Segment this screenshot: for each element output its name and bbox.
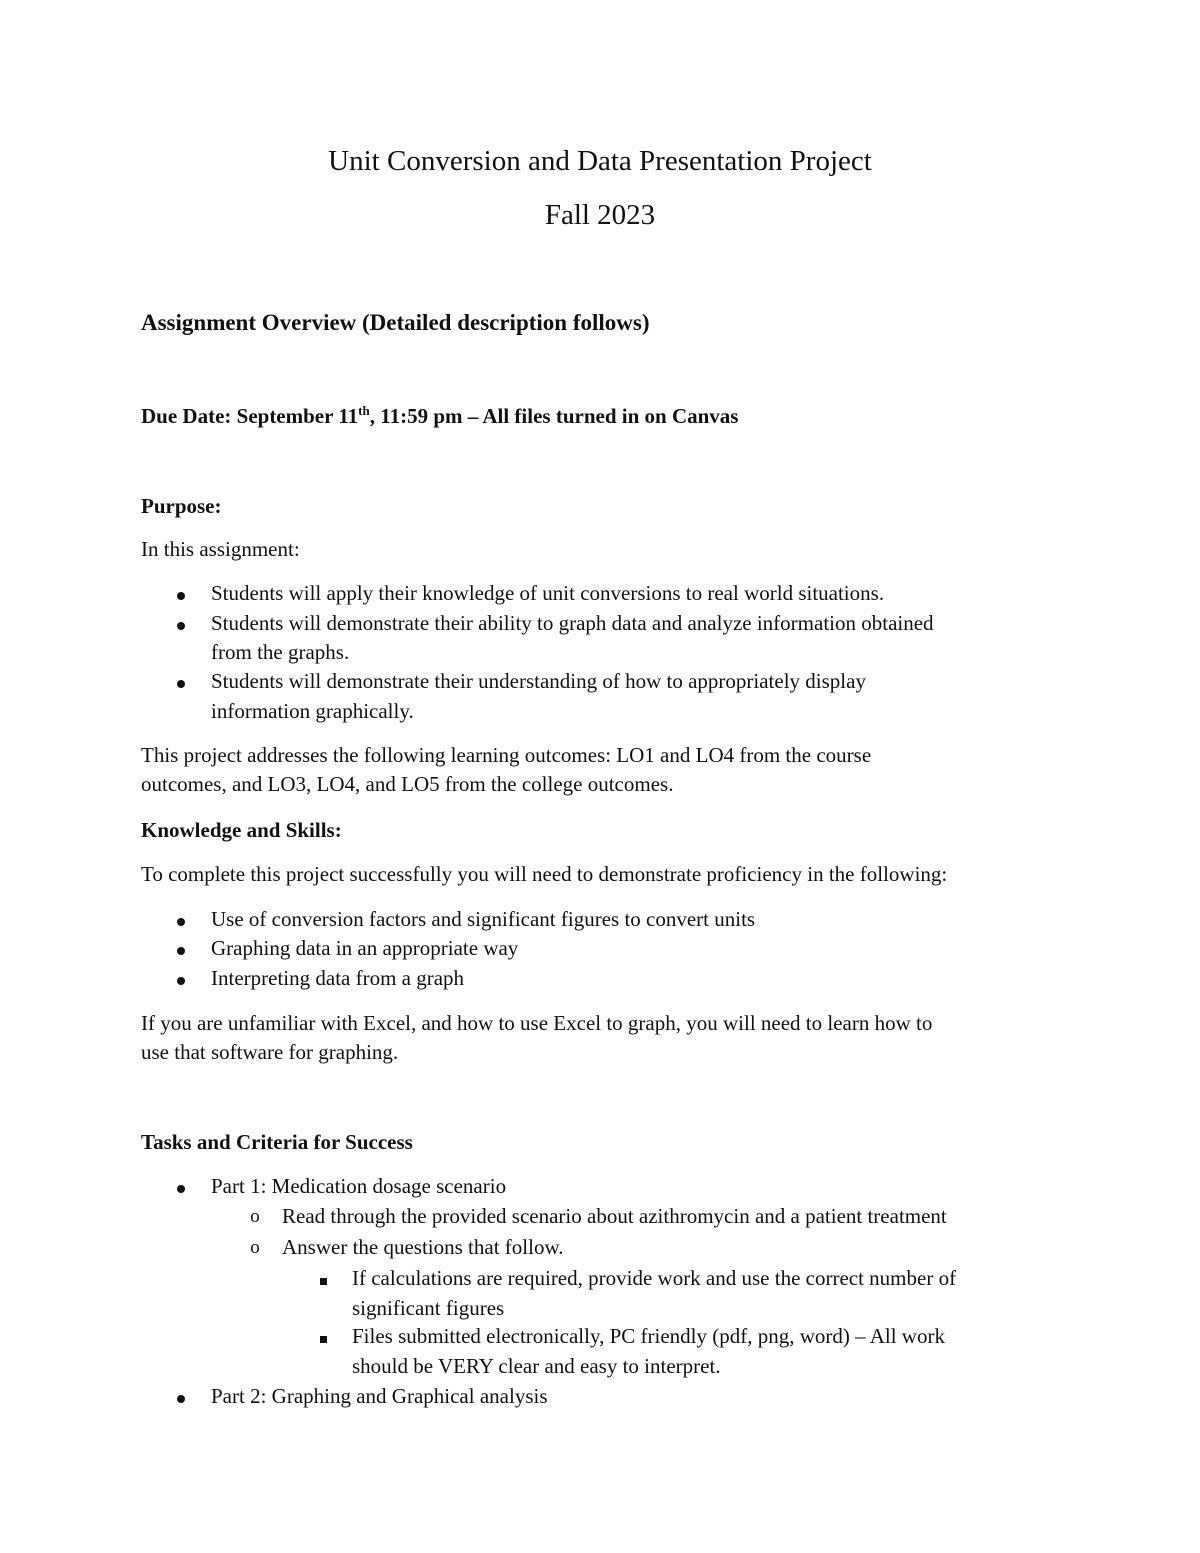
bullet-disc-icon: [166, 964, 196, 994]
overview-heading: Assignment Overview (Detailed description follows): [141, 310, 650, 335]
knowledge-heading: Knowledge and Skills:: [141, 818, 342, 842]
task-part-1-sub-1-text: Read through the provided scenario about azithromycin and a patient treatment: [282, 1204, 947, 1228]
outcomes-line-2: outcomes, and LO3, LO4, and LO5 from the college outcomes.: [141, 772, 674, 796]
task-part-1-sub-2-text: Answer the questions that follow.: [282, 1235, 564, 1259]
task-part-1-subsub-2-cont: should be VERY clear and easy to interpret.: [352, 1354, 721, 1378]
purpose-bullet-2-cont: from the graphs.: [211, 640, 350, 664]
outcomes-line-1: This project addresses the following learning outcomes: LO1 and LO4 from the course: [141, 743, 872, 767]
knowledge-bullet-1-text: Use of conversion factors and significant figures to convert units: [211, 907, 756, 931]
purpose-bullet-1-text: Students will apply their knowledge of unit conversions to real world situations.: [211, 581, 885, 605]
due-date-prefix: Due Date: September 11: [141, 404, 359, 428]
bullet-disc-icon: [166, 579, 196, 609]
excel-line-1: If you are unfamiliar with Excel, and how to use Excel to graph, you will need to learn how to: [141, 1011, 933, 1035]
purpose-intro: In this assignment:: [141, 537, 300, 561]
task-part-1-subsub-1-cont: significant figures: [352, 1296, 505, 1320]
bullet-disc-icon: [166, 667, 196, 697]
bullet-disc-icon: [166, 1172, 196, 1202]
bullet-circle-icon: o: [250, 1237, 260, 1258]
knowledge-bullet-2-text: Graphing data in an appropriate way: [211, 936, 519, 960]
purpose-heading: Purpose:: [141, 494, 222, 518]
knowledge-intro: To complete this project successfully you will need to demonstrate proficiency in the following:: [141, 862, 948, 886]
bullet-disc-icon: [166, 934, 196, 964]
task-part-1-subsub-1-text: If calculations are required, provide work and use the correct number of: [352, 1266, 957, 1290]
due-date-superscript: th: [358, 403, 370, 418]
purpose-bullet-3-text: Students will demonstrate their understanding of how to appropriately display: [211, 669, 866, 693]
bullet-square-icon: [308, 1322, 338, 1352]
excel-line-2: use that software for graphing.: [141, 1040, 399, 1064]
purpose-bullet-2-text: Students will demonstrate their ability to graph data and analyze information obtained: [211, 611, 934, 635]
due-date-line: [141, 402, 738, 430]
task-part-1-subsub-2-text: Files submitted electronically, PC friendly (pdf, png, word) – All work: [352, 1324, 945, 1348]
task-part-2-text: Part 2: Graphing and Graphical analysis: [211, 1384, 548, 1408]
tasks-heading: Tasks and Criteria for Success: [141, 1130, 413, 1154]
bullet-circle-icon: o: [250, 1206, 260, 1227]
task-part-1-text: Part 1: Medication dosage scenario: [211, 1174, 507, 1198]
document-term: Fall 2023: [544, 199, 656, 231]
document-title: Unit Conversion and Data Presentation Project: [328, 145, 872, 177]
due-date-suffix: , 11:59 pm – All files turned in on Canvas: [369, 404, 739, 428]
bullet-disc-icon: [166, 609, 196, 639]
bullet-square-icon: [308, 1264, 338, 1294]
bullet-disc-icon: [166, 905, 196, 935]
purpose-bullet-3-cont: information graphically.: [211, 699, 414, 723]
knowledge-bullet-3-text: Interpreting data from a graph: [211, 966, 465, 990]
bullet-disc-icon: [166, 1382, 196, 1412]
